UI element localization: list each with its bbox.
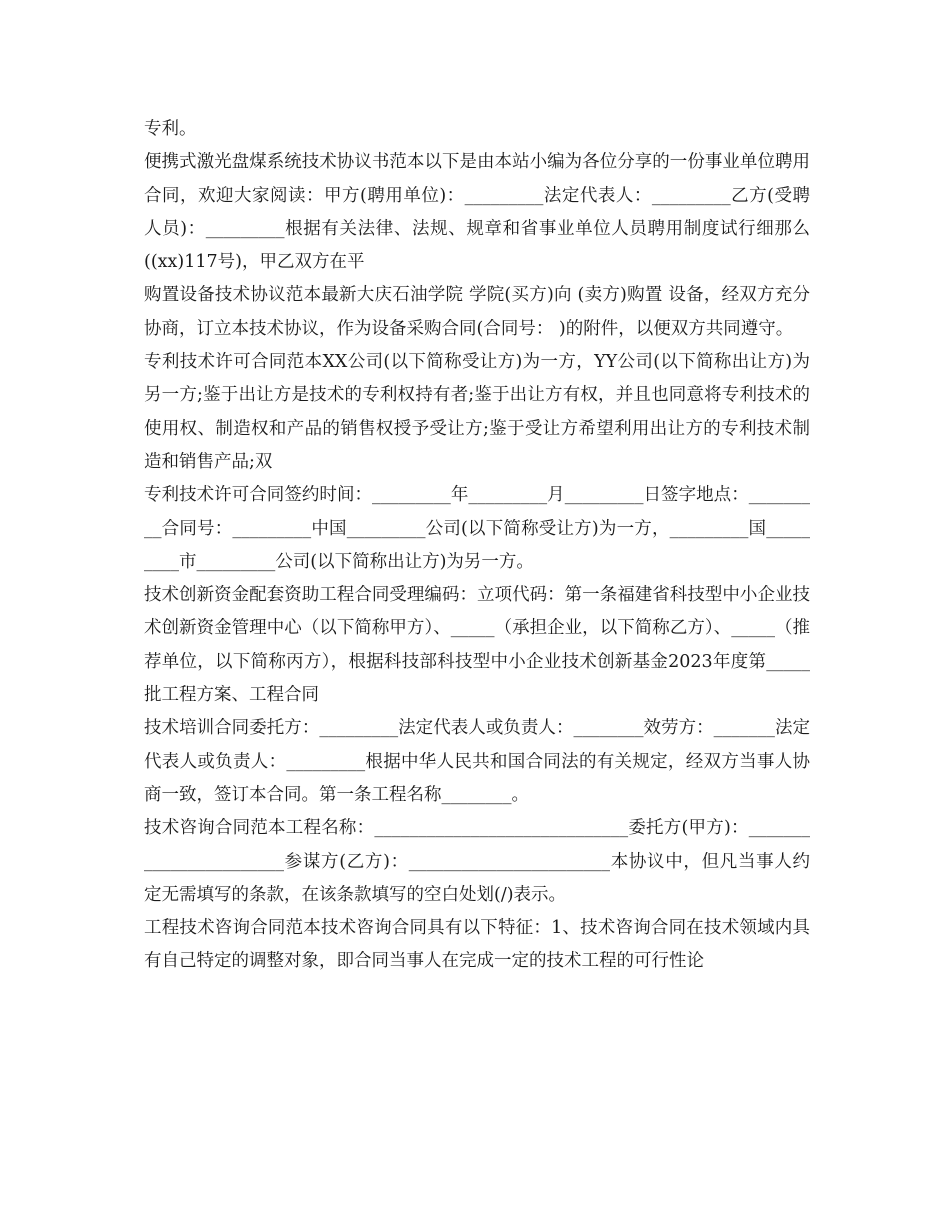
- paragraph-equipment-purchase: 购置设备技术协议范本最新大庆石油学院 学院(买方)向 (卖方)购置 设备，经双方充分协商，订立本技术协议，作为设备采购合同(合同号： )的附件，以便双方共同遵守。: [144, 285, 810, 339]
- paragraph-technical-consulting: 技术咨询合同范本工程名称：_____________________________委托方(甲方)：_______________________参谋方(乙方)：_______________________本协议中，但凡当事人约定无需填写的条款，在该条款填写的空白处划(/)表示。: [144, 818, 810, 905]
- document-body: [144, 113, 810, 979]
- paragraph-patent-license: 专利技术许可合同范本XX公司(以下简称受让方)为一方，YY公司(以下简称出让方)为另一方;鉴于出让方是技术的专利权持有者;鉴于出让方有权，并且也同意将专利技术的使用权、制造权和产品的销售权授予受让方;鉴于受让方希望利用出让方的专利技术制造和销售产品;双: [144, 352, 810, 472]
- paragraph-patent-end: 专利。: [144, 119, 197, 139]
- paragraph-innovation-fund: 技术创新资金配套资助工程合同受理编码：立项代码：第一条福建省科技型中小企业技术创新资金管理中心（以下简称甲方）、_____（承担企业，以下简称乙方）、_____（推荐单位，以下简称丙方），根据科技部科技型中小企业技术创新基金2023年度第_____批工程方案、工程合同: [144, 585, 810, 706]
- paragraph-technical-training: 技术培训合同委托方：_________法定代表人或负责人：________效劳方：_______法定代表人或负责人：_________根据中华人民共和国合同法的有关规定，经双方当事人协商一致，签订本合同。第一条工程名称________。: [144, 718, 810, 805]
- paragraph-laser-coal-agreement: 便携式激光盘煤系统技术协议书范本以下是由本站小编为各位分享的一份事业单位聘用合同，欢迎大家阅读：甲方(聘用单位)：_________法定代表人：_________乙方(受聘人员)：_________根据有关法律、法规、规章和省事业单位人员聘用制度试行细那么((xx)117号)，甲乙双方在平: [144, 152, 810, 273]
- paragraph-engineering-consulting: 工程技术咨询合同范本技术咨询合同具有以下特征：1、技术咨询合同在技术领域内具有自己特定的调整对象，即合同当事人在完成一定的技术工程的可行性论: [144, 918, 810, 972]
- paragraph-patent-license-signing: 专利技术许可合同签约时间：_________年_________月_________日签字地点：_________合同号：_________中国_________公司(以下简称受让方)为一方，_________国_________市_________公司(以下简称出让方)为另一方。: [144, 485, 810, 572]
